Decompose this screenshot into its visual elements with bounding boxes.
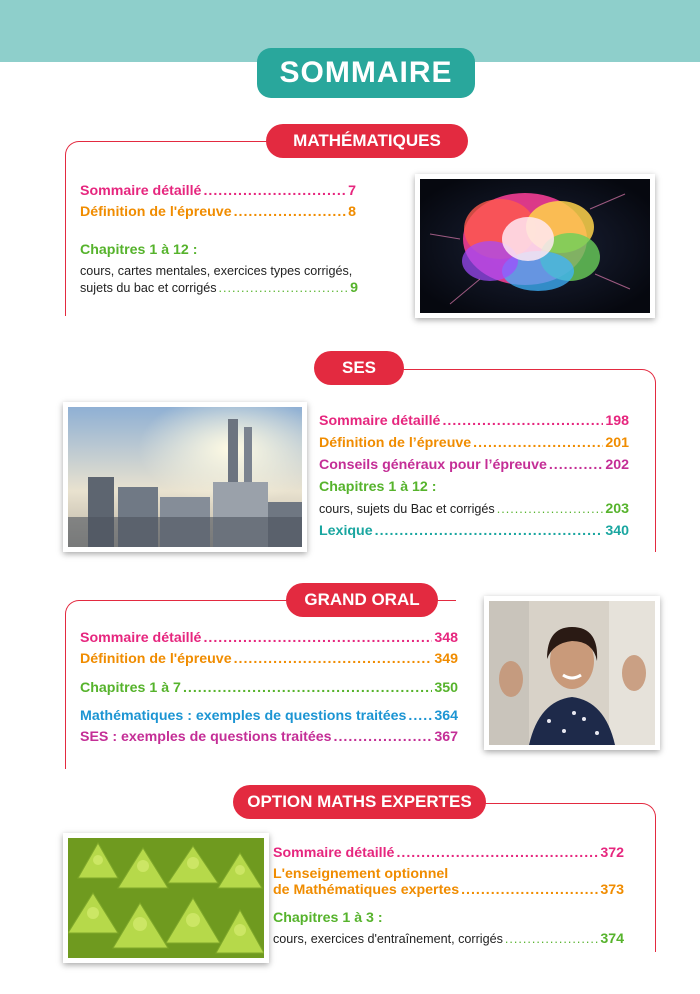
section-title-maths-expertes: OPTION MATHS EXPERTES — [233, 785, 486, 819]
maths-contents-line: cours, cartes mentales, exercices types corrigés, — [80, 264, 353, 278]
romanesco-broccoli-image — [63, 833, 269, 963]
powder-explosion-image — [415, 174, 655, 318]
oral-definition-link[interactable]: Définition de l'épreuve ..... 349 — [80, 651, 458, 667]
industrial-plant-image — [63, 402, 307, 552]
maths-contents-link[interactable]: sujets du bac et corrigés ..... 9 — [80, 280, 358, 296]
ses-lexique-link[interactable]: Lexique ..... 340 — [319, 523, 629, 539]
maths-chapitres-heading: Chapitres 1 à 12 : — [80, 242, 198, 258]
woman-speaking-image — [484, 596, 660, 750]
expertes-frame — [470, 803, 656, 952]
expertes-sommaire-link[interactable]: Sommaire détaillé ..... 372 — [273, 845, 624, 861]
ses-contents-link[interactable]: cours, sujets du Bac et corrigés ..... 203 — [319, 501, 629, 517]
expertes-enseignement-heading: L'enseignement optionnel — [273, 866, 449, 882]
expertes-enseignement-link[interactable]: de Mathématiques expertes ..... 373 — [273, 882, 624, 898]
oral-sommaire-link[interactable]: Sommaire détaillé ..... 348 — [80, 630, 458, 646]
maths-sommaire-link[interactable]: Sommaire détaillé ..... 7 — [80, 183, 356, 199]
section-title-maths: MATHÉMATIQUES — [266, 124, 468, 158]
page-title: SOMMAIRE — [257, 48, 475, 98]
oral-maths-examples-link[interactable]: Mathématiques : exemples de questions traitées ..... 364 — [80, 708, 458, 724]
oral-chapitres-link[interactable]: Chapitres 1 à 7 ..... 350 — [80, 680, 458, 696]
oral-ses-examples-link[interactable]: SES : exemples de questions traitées ..... 367 — [80, 729, 458, 745]
ses-definition-link[interactable]: Définition de l’épreuve ..... 201 — [319, 435, 629, 451]
ses-conseils-link[interactable]: Conseils généraux pour l’épreuve ..... 202 — [319, 457, 629, 473]
section-title-grand-oral: GRAND ORAL — [286, 583, 438, 617]
expertes-contents-link[interactable]: cours, exercices d'entraînement, corrigés ..... 374 — [273, 931, 624, 947]
section-title-ses: SES — [314, 351, 404, 385]
ses-chapitres-heading: Chapitres 1 à 12 : — [319, 479, 437, 495]
expertes-chapitres-heading: Chapitres 1 à 3 : — [273, 910, 383, 926]
maths-definition-link[interactable]: Définition de l'épreuve ..... 8 — [80, 204, 356, 220]
ses-sommaire-link[interactable]: Sommaire détaillé ..... 198 — [319, 413, 629, 429]
